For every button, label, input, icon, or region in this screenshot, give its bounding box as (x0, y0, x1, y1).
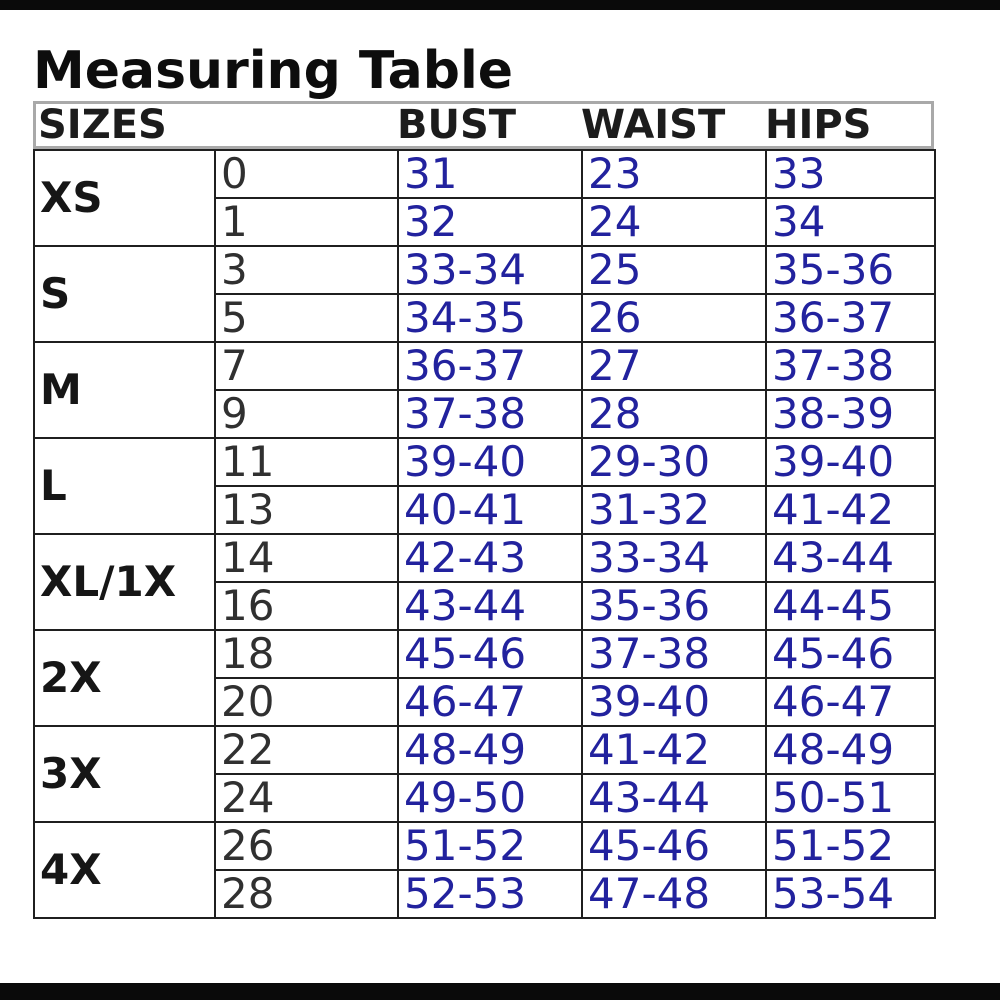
size-number-cell: 20 (215, 678, 398, 726)
waist-cell: 45-46 (582, 822, 766, 870)
size-number-cell: 18 (215, 630, 398, 678)
size-number-cell: 3 (215, 246, 398, 294)
table-header-row (33, 101, 934, 149)
size-label: XL/1X (34, 534, 215, 630)
size-label: 4X (34, 822, 215, 918)
hips-cell: 53-54 (766, 870, 935, 918)
waist-cell: 47-48 (582, 870, 766, 918)
waist-cell: 35-36 (582, 582, 766, 630)
hips-cell: 45-46 (766, 630, 935, 678)
waist-cell: 31-32 (582, 486, 766, 534)
content-area (33, 10, 934, 919)
bust-cell: 33-34 (398, 246, 582, 294)
waist-cell: 39-40 (582, 678, 766, 726)
hips-cell: 38-39 (766, 390, 935, 438)
table-row (34, 726, 935, 774)
column-header-hips: HIPS (765, 101, 872, 148)
hips-cell: 43-44 (766, 534, 935, 582)
measuring-table (33, 149, 936, 919)
hips-cell: 34 (766, 198, 935, 246)
column-header-sizes: SIZES (38, 101, 167, 148)
waist-cell: 28 (582, 390, 766, 438)
hips-cell: 44-45 (766, 582, 935, 630)
size-number-cell: 26 (215, 822, 398, 870)
hips-cell: 36-37 (766, 294, 935, 342)
hips-cell: 50-51 (766, 774, 935, 822)
waist-cell: 23 (582, 150, 766, 198)
page-title: Measuring Table (33, 41, 514, 101)
table-row (34, 438, 935, 486)
bust-cell: 46-47 (398, 678, 582, 726)
size-number-cell: 24 (215, 774, 398, 822)
bust-cell: 34-35 (398, 294, 582, 342)
waist-cell: 24 (582, 198, 766, 246)
hips-cell: 37-38 (766, 342, 935, 390)
bust-cell: 31 (398, 150, 582, 198)
size-label: XS (34, 150, 215, 246)
hips-cell: 35-36 (766, 246, 935, 294)
size-label: S (34, 246, 215, 342)
waist-cell: 41-42 (582, 726, 766, 774)
size-label: 2X (34, 630, 215, 726)
bust-cell: 49-50 (398, 774, 582, 822)
table-row (34, 246, 935, 294)
bust-cell: 37-38 (398, 390, 582, 438)
bust-cell: 32 (398, 198, 582, 246)
table-row (34, 822, 935, 870)
size-label: M (34, 342, 215, 438)
hips-cell: 39-40 (766, 438, 935, 486)
size-label: L (34, 438, 215, 534)
waist-cell: 37-38 (582, 630, 766, 678)
hips-cell: 41-42 (766, 486, 935, 534)
size-number-cell: 22 (215, 726, 398, 774)
size-number-cell: 7 (215, 342, 398, 390)
hips-cell: 33 (766, 150, 935, 198)
table-row (34, 150, 935, 198)
bust-cell: 39-40 (398, 438, 582, 486)
bust-cell: 42-43 (398, 534, 582, 582)
size-number-cell: 1 (215, 198, 398, 246)
size-number-cell: 5 (215, 294, 398, 342)
bust-cell: 43-44 (398, 582, 582, 630)
size-number-cell: 0 (215, 150, 398, 198)
waist-cell: 26 (582, 294, 766, 342)
size-number-cell: 13 (215, 486, 398, 534)
size-number-cell: 14 (215, 534, 398, 582)
table-row (34, 534, 935, 582)
table-row (34, 630, 935, 678)
waist-cell: 27 (582, 342, 766, 390)
bust-cell: 45-46 (398, 630, 582, 678)
bust-cell: 52-53 (398, 870, 582, 918)
bust-cell: 48-49 (398, 726, 582, 774)
waist-cell: 25 (582, 246, 766, 294)
size-number-cell: 9 (215, 390, 398, 438)
waist-cell: 33-34 (582, 534, 766, 582)
waist-cell: 29-30 (582, 438, 766, 486)
hips-cell: 48-49 (766, 726, 935, 774)
table-row (34, 342, 935, 390)
column-header-waist: WAIST (581, 101, 726, 148)
top-letterbox-bar (0, 0, 1000, 10)
bust-cell: 36-37 (398, 342, 582, 390)
column-header-bust: BUST (397, 101, 517, 148)
hips-cell: 51-52 (766, 822, 935, 870)
size-number-cell: 11 (215, 438, 398, 486)
bust-cell: 40-41 (398, 486, 582, 534)
hips-cell: 46-47 (766, 678, 935, 726)
waist-cell: 43-44 (582, 774, 766, 822)
bust-cell: 51-52 (398, 822, 582, 870)
bottom-letterbox-bar (0, 983, 1000, 1000)
size-number-cell: 28 (215, 870, 398, 918)
size-label: 3X (34, 726, 215, 822)
size-number-cell: 16 (215, 582, 398, 630)
